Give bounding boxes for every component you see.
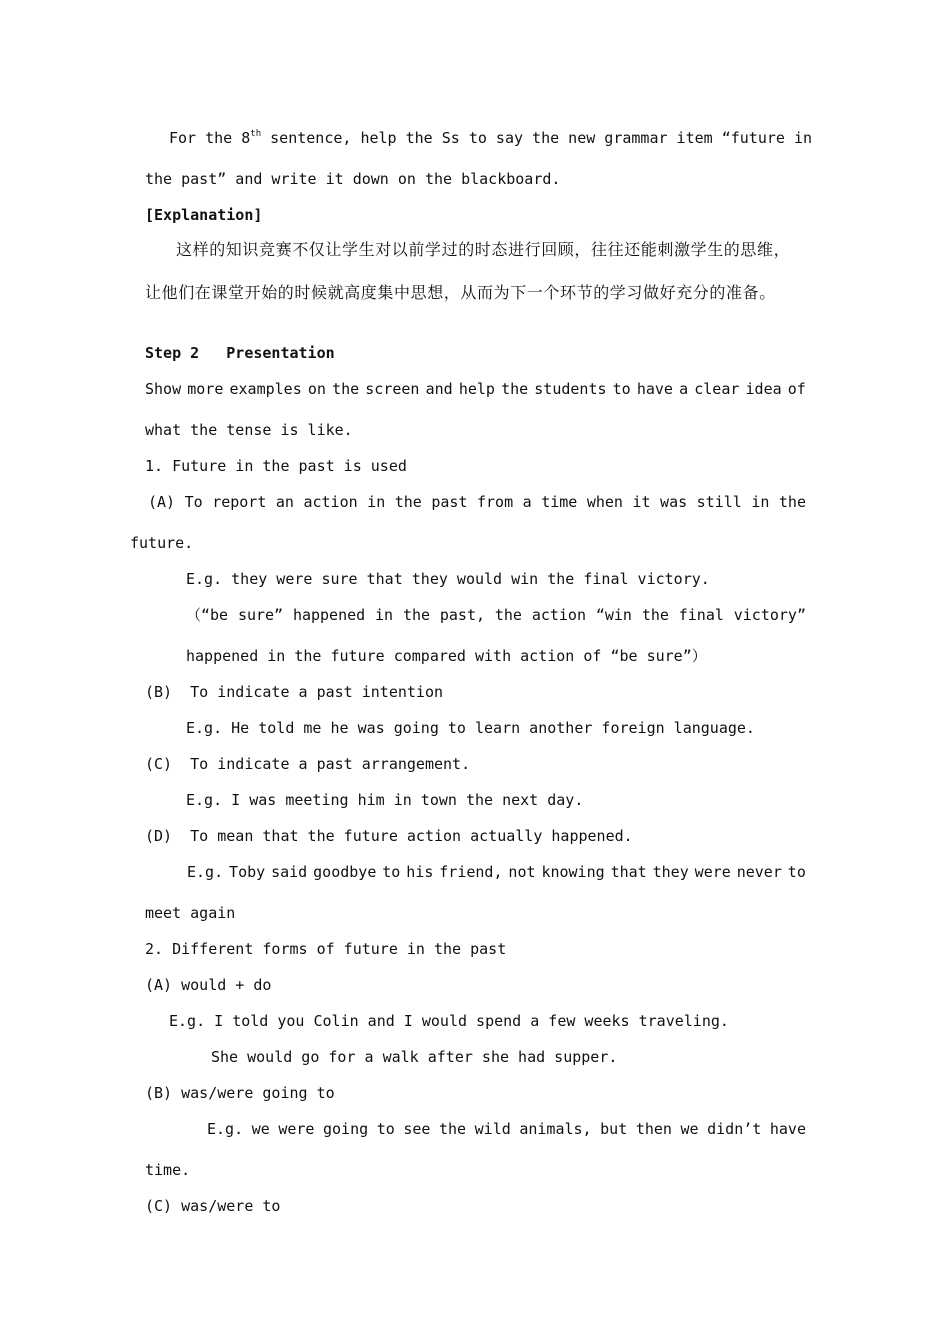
- word: the: [641, 606, 669, 624]
- word: (A): [148, 493, 176, 511]
- word: a: [679, 380, 689, 398]
- word: happened: [292, 606, 366, 624]
- word: Toby: [229, 863, 266, 881]
- word: animals,: [519, 1120, 592, 1138]
- word: wild: [474, 1120, 511, 1138]
- word: when: [586, 493, 623, 511]
- word: in: [367, 493, 386, 511]
- word: the: [394, 493, 422, 511]
- word: to: [382, 863, 401, 881]
- section1-d-example-2: meet again: [145, 904, 236, 922]
- word: past: [431, 493, 468, 511]
- step2-intro-line-2: what the tense is like.: [145, 421, 353, 439]
- word: never: [736, 863, 782, 881]
- word: going: [323, 1120, 369, 1138]
- word: the: [402, 606, 431, 624]
- word: in: [375, 606, 394, 624]
- word: an: [275, 493, 294, 511]
- word: to: [376, 1120, 395, 1138]
- word: the: [494, 606, 522, 624]
- word: a: [522, 493, 532, 511]
- word: we: [251, 1120, 270, 1138]
- word: goodbye: [313, 863, 377, 881]
- word: and: [425, 380, 453, 398]
- word: they: [652, 863, 689, 881]
- word: action: [531, 606, 586, 624]
- word: （“be: [186, 606, 229, 624]
- superscript-th: th: [250, 129, 262, 139]
- word: that: [610, 863, 647, 881]
- word: Show: [145, 380, 182, 398]
- word: have: [769, 1120, 806, 1138]
- word: To: [184, 493, 203, 511]
- word: have: [636, 380, 673, 398]
- section1-a-note-2: happened in the future compared with action of “be sure”）: [186, 647, 707, 665]
- step2-heading: Step 2 Presentation: [145, 344, 335, 362]
- word: in: [751, 493, 770, 511]
- section1-d-label: (D) To mean that the future action actually happened.: [145, 827, 633, 845]
- section2-a-example-1: E.g. I told you Colin and I would spend a few weeks traveling.: [169, 1012, 729, 1030]
- section1-a-line-1: [148, 492, 806, 512]
- word: “win: [595, 606, 632, 624]
- word: knowing: [541, 863, 605, 881]
- word: more: [187, 380, 224, 398]
- word: time: [541, 493, 578, 511]
- section1-title: 1. Future in the past is used: [145, 457, 407, 475]
- word: to: [612, 380, 631, 398]
- word: not: [508, 863, 536, 881]
- word: but: [600, 1120, 628, 1138]
- word: still: [696, 493, 742, 511]
- word: of: [787, 380, 806, 398]
- word: the: [332, 380, 360, 398]
- word: were: [278, 1120, 315, 1138]
- section2-b-label: (B) was/were going to: [145, 1084, 335, 1102]
- word: clear: [694, 380, 740, 398]
- intro-text-a: For the 8: [169, 129, 251, 147]
- word: the: [501, 380, 529, 398]
- word: final: [678, 606, 724, 624]
- word: we: [680, 1120, 699, 1138]
- explanation-line-1: 这样的知识竞赛不仅让学生对以前学过的时态进行回顾，往往还能刺激学生的思维，: [176, 240, 791, 259]
- section1-b-label: (B) To indicate a past intention: [145, 683, 444, 701]
- section2-c-label: (C) was/were to: [145, 1197, 281, 1215]
- word: were: [694, 863, 731, 881]
- section1-c-label: (C) To indicate a past arrangement.: [145, 755, 471, 773]
- word: action: [303, 493, 358, 511]
- word: report: [212, 493, 267, 511]
- word: students: [534, 380, 607, 398]
- word: from: [477, 493, 514, 511]
- section1-a-note-1: [186, 605, 806, 625]
- word: it: [632, 493, 651, 511]
- word: sure”: [237, 606, 284, 624]
- step2-intro-line-1: [145, 379, 806, 399]
- word: examples: [229, 380, 302, 398]
- section2-b-example-2: time.: [145, 1161, 191, 1179]
- word: help: [458, 380, 495, 398]
- word: the: [439, 1120, 467, 1138]
- word: was: [660, 493, 688, 511]
- word: idea: [745, 380, 782, 398]
- word: the: [778, 493, 806, 511]
- explanation-line-2: 让他们在课堂开始的时候就高度集中思想，从而为下一个环节的学习做好充分的准备。: [145, 283, 776, 302]
- word: E.g.: [187, 863, 224, 881]
- section1-a-example: E.g. they were sure that they would win the final victory.: [186, 570, 710, 588]
- intro-text-b: sentence, help the Ss to say the new grammar item “future in: [261, 129, 813, 147]
- section2-b-example-1: [207, 1119, 806, 1139]
- word: then: [635, 1120, 672, 1138]
- section1-c-example: E.g. I was meeting him in town the next day.: [186, 791, 584, 809]
- word: on: [307, 380, 326, 398]
- section1-a-line-2: future.: [130, 534, 194, 552]
- word: see: [403, 1120, 431, 1138]
- section1-d-example-1: [187, 862, 806, 882]
- word: his: [406, 863, 434, 881]
- word: to: [787, 863, 806, 881]
- word: past,: [439, 606, 486, 624]
- section2-a-label: (A) would + do: [145, 976, 272, 994]
- intro-line-2: the past” and write it down on the blackboard.: [145, 170, 561, 188]
- intro-line-1: [169, 128, 813, 148]
- word: didn’t: [707, 1120, 762, 1138]
- section2-a-example-2: She would go for a walk after she had supper.: [211, 1048, 618, 1066]
- section2-title: 2. Different forms of future in the past: [145, 940, 507, 958]
- word: said: [271, 863, 308, 881]
- word: screen: [365, 380, 420, 398]
- word: victory”: [733, 606, 806, 624]
- explanation-heading: [Explanation]: [145, 206, 263, 224]
- section1-b-example: E.g. He told me he was going to learn another foreign language.: [186, 719, 755, 737]
- word: friend,: [439, 863, 503, 881]
- word: E.g.: [207, 1120, 244, 1138]
